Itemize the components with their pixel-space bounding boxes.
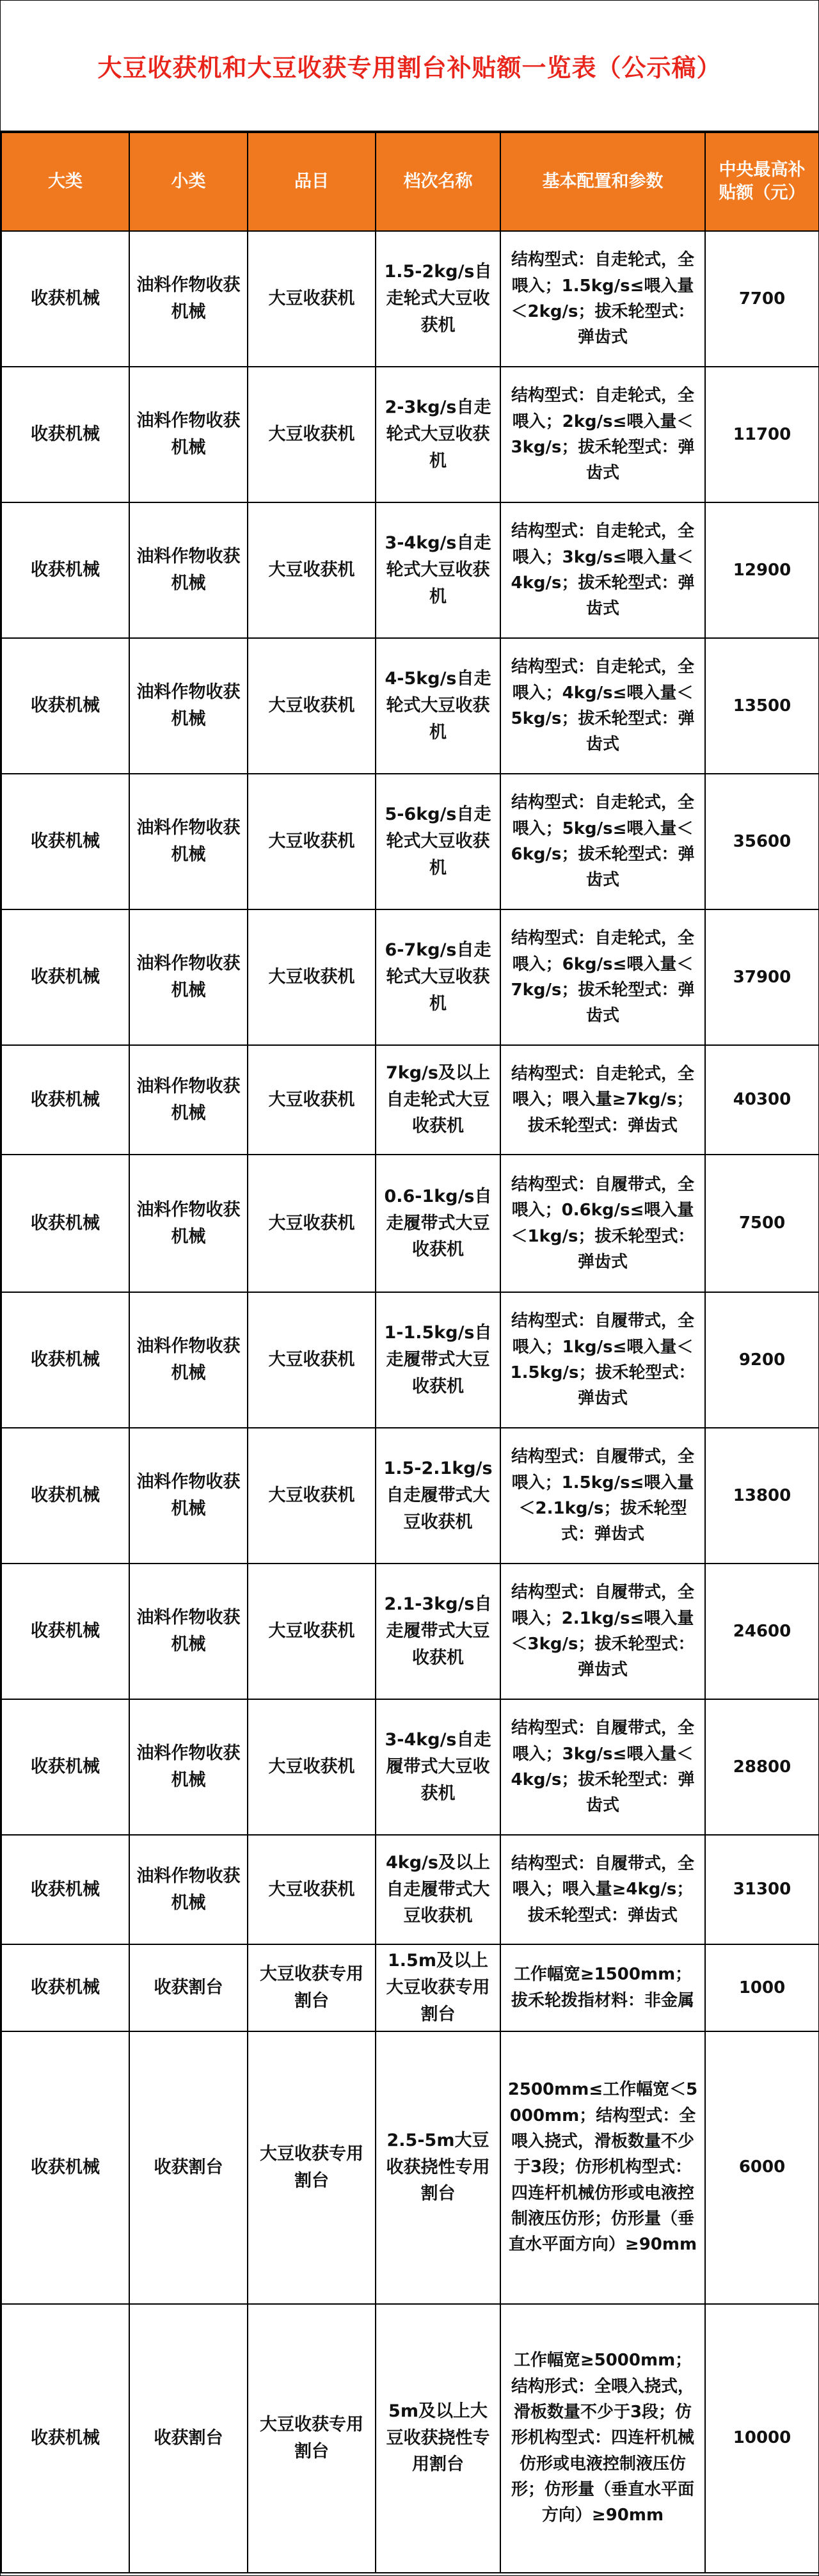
table-row: [1, 909, 819, 1045]
grade-cell: 6-7kg/s自走轮式大豆收获机: [376, 909, 500, 1045]
subsidy-cell: 28800: [705, 1699, 819, 1835]
grade-cell: 2-3kg/s自走轮式大豆收获机: [376, 367, 500, 502]
category-cell: 收获机械: [1, 1564, 129, 1699]
subsidy-cell: 7500: [705, 1155, 819, 1292]
item-cell: 大豆收获机: [248, 1045, 376, 1155]
item-cell: 大豆收获机: [248, 909, 376, 1045]
category-cell: 收获机械: [1, 367, 129, 502]
config-cell: 结构型式：自履带式，全喂入；0.6kg/s≤喂入量＜1kg/s；拔禾轮型式：弹齿式: [500, 1155, 705, 1292]
table-row: [1, 1699, 819, 1835]
grade-cell: 5-6kg/s自走轮式大豆收获机: [376, 774, 500, 909]
config-cell: 结构型式：自走轮式，全喂入；4kg/s≤喂入量＜5kg/s；拔禾轮型式：弹齿式: [500, 638, 705, 774]
category-cell: 收获机械: [1, 1835, 129, 1944]
header-subcategory: 小类: [129, 132, 248, 231]
config-cell: 结构型式：自走轮式，全喂入；5kg/s≤喂入量＜6kg/s；拔禾轮型式：弹齿式: [500, 774, 705, 909]
subcategory-cell: 油料作物收获机械: [129, 1155, 248, 1292]
grade-cell: 2.1-3kg/s自走履带式大豆收获机: [376, 1564, 500, 1699]
grade-cell: 3-4kg/s自走轮式大豆收获机: [376, 502, 500, 638]
item-cell: 大豆收获机: [248, 638, 376, 774]
table-row: [1, 2304, 819, 2573]
item-cell: 大豆收获专用割台: [248, 2031, 376, 2304]
item-cell: 大豆收获专用割台: [248, 1944, 376, 2031]
item-cell: 大豆收获机: [248, 1564, 376, 1699]
table-row: [1, 1944, 819, 2031]
category-cell: 收获机械: [1, 1292, 129, 1428]
table-row: [1, 1835, 819, 1944]
item-cell: 大豆收获机: [248, 502, 376, 638]
subcategory-cell: 油料作物收获机械: [129, 502, 248, 638]
subcategory-cell: 油料作物收获机械: [129, 774, 248, 909]
item-cell: 大豆收获机: [248, 1699, 376, 1835]
grade-cell: 0.6-1kg/s自走履带式大豆收获机: [376, 1155, 500, 1292]
grade-cell: 4kg/s及以上自走履带式大豆收获机: [376, 1835, 500, 1944]
category-cell: 收获机械: [1, 1428, 129, 1564]
table-row: [1, 502, 819, 638]
item-cell: 大豆收获机: [248, 1155, 376, 1292]
subsidy-cell: 6000: [705, 2031, 819, 2304]
config-cell: 结构型式：自走轮式，全喂入；2kg/s≤喂入量＜3kg/s；拔禾轮型式：弹齿式: [500, 367, 705, 502]
table-row: [1, 774, 819, 909]
table-row: [1, 367, 819, 502]
item-cell: 大豆收获机: [248, 1428, 376, 1564]
category-cell: 收获机械: [1, 1699, 129, 1835]
grade-cell: 1.5-2.1kg/s自走履带式大豆收获机: [376, 1428, 500, 1564]
grade-cell: 1.5-2kg/s自走轮式大豆收获机: [376, 231, 500, 367]
table-row: [1, 231, 819, 367]
category-cell: 收获机械: [1, 1944, 129, 2031]
table-row: [1, 1045, 819, 1155]
subsidy-cell: 37900: [705, 909, 819, 1045]
category-cell: 收获机械: [1, 231, 129, 367]
category-cell: 收获机械: [1, 1045, 129, 1155]
grade-cell: 1.5m及以上大豆收获专用割台: [376, 1944, 500, 2031]
subsidy-cell: 31300: [705, 1835, 819, 1944]
category-cell: 收获机械: [1, 502, 129, 638]
subsidy-cell: 13800: [705, 1428, 819, 1564]
grade-cell: 4-5kg/s自走轮式大豆收获机: [376, 638, 500, 774]
table-row: [1, 1564, 819, 1699]
subcategory-cell: 油料作物收获机械: [129, 367, 248, 502]
item-cell: 大豆收获机: [248, 367, 376, 502]
category-cell: 收获机械: [1, 774, 129, 909]
header-subsidy: 中央最高补贴额（元）: [705, 132, 819, 231]
config-cell: 结构型式：自走轮式，全喂入；3kg/s≤喂入量＜4kg/s；拔禾轮型式：弹齿式: [500, 502, 705, 638]
subcategory-cell: 油料作物收获机械: [129, 1045, 248, 1155]
item-cell: 大豆收获专用割台: [248, 2304, 376, 2573]
subcategory-cell: 收获割台: [129, 2031, 248, 2304]
config-cell: 结构型式：自履带式，全喂入；1.5kg/s≤喂入量＜2.1kg/s；拔禾轮型式：弹齿式: [500, 1428, 705, 1564]
subsidy-cell: 24600: [705, 1564, 819, 1699]
item-cell: 大豆收获机: [248, 774, 376, 909]
grade-cell: 5m及以上大豆收获挠性专用割台: [376, 2304, 500, 2573]
subsidy-cell: 7700: [705, 231, 819, 367]
grade-cell: 3-4kg/s自走履带式大豆收获机: [376, 1699, 500, 1835]
subcategory-cell: 油料作物收获机械: [129, 1428, 248, 1564]
table-row: [1, 2031, 819, 2304]
subcategory-cell: 油料作物收获机械: [129, 1835, 248, 1944]
subcategory-cell: 油料作物收获机械: [129, 1699, 248, 1835]
grade-cell: 2.5-5m大豆收获挠性专用割台: [376, 2031, 500, 2304]
config-cell: 结构型式：自履带式，全喂入；3kg/s≤喂入量＜4kg/s；拔禾轮型式：弹齿式: [500, 1699, 705, 1835]
header-category: 大类: [1, 132, 129, 231]
category-cell: 收获机械: [1, 909, 129, 1045]
category-cell: 收获机械: [1, 638, 129, 774]
config-cell: 工作幅宽≥5000mm；结构形式：全喂入挠式，滑板数量不少于3段；仿形机构型式：四连杆机械仿形或电液控制液压仿形；仿形量（垂直水平面方向）≥90mm: [500, 2304, 705, 2573]
subsidy-cell: 35600: [705, 774, 819, 909]
config-cell: 结构型式：自履带式，全喂入；1kg/s≤喂入量＜1.5kg/s；拔禾轮型式：弹齿式: [500, 1292, 705, 1428]
table-row: [1, 638, 819, 774]
subcategory-cell: 收获割台: [129, 1944, 248, 2031]
table-row: [1, 1428, 819, 1564]
subsidy-cell: 1000: [705, 1944, 819, 2031]
category-cell: 收获机械: [1, 2031, 129, 2304]
config-cell: 结构型式：自走轮式，全喂入；6kg/s≤喂入量＜7kg/s；拔禾轮型式：弹齿式: [500, 909, 705, 1045]
subcategory-cell: 油料作物收获机械: [129, 1564, 248, 1699]
category-cell: 收获机械: [1, 1155, 129, 1292]
subcategory-cell: 油料作物收获机械: [129, 638, 248, 774]
subsidy-cell: 40300: [705, 1045, 819, 1155]
grade-cell: 7kg/s及以上自走轮式大豆收获机: [376, 1045, 500, 1155]
config-cell: 结构型式：自走轮式，全喂入；1.5kg/s≤喂入量＜2kg/s；拔禾轮型式：弹齿式: [500, 231, 705, 367]
table-row: [1, 1155, 819, 1292]
item-cell: 大豆收获机: [248, 1292, 376, 1428]
config-cell: 结构型式：自走轮式，全喂入；喂入量≥7kg/s；拔禾轮型式：弹齿式: [500, 1045, 705, 1155]
header-config: 基本配置和参数: [500, 132, 705, 231]
subcategory-cell: 油料作物收获机械: [129, 231, 248, 367]
config-cell: 工作幅宽≥1500mm；拔禾轮拨指材料：非金属: [500, 1944, 705, 2031]
subcategory-cell: 收获割台: [129, 2304, 248, 2573]
subsidy-cell: 12900: [705, 502, 819, 638]
table-header-row: [1, 132, 819, 231]
subsidy-cell: 13500: [705, 638, 819, 774]
page-title: 大豆收获机和大豆收获专用割台补贴额一览表（公示稿）: [1, 1, 818, 132]
subcategory-cell: 油料作物收获机械: [129, 909, 248, 1045]
table-row: [1, 1292, 819, 1428]
header-grade-name: 档次名称: [376, 132, 500, 231]
config-cell: 结构型式：自履带式，全喂入；喂入量≥4kg/s；拔禾轮型式：弹齿式: [500, 1835, 705, 1944]
item-cell: 大豆收获机: [248, 231, 376, 367]
grade-cell: 1-1.5kg/s自走履带式大豆收获机: [376, 1292, 500, 1428]
config-cell: 结构型式：自履带式，全喂入；2.1kg/s≤喂入量＜3kg/s；拔禾轮型式：弹齿式: [500, 1564, 705, 1699]
subsidy-cell: 9200: [705, 1292, 819, 1428]
subsidy-cell: 11700: [705, 367, 819, 502]
subsidy-table: [1, 132, 819, 2573]
config-cell: 2500mm≤工作幅宽＜5000mm；结构型式：全喂入挠式，滑板数量不少于3段；仿形机构型式：四连杆机械仿形或电液控制液压仿形；仿形量（垂直水平面方向）≥90mm: [500, 2031, 705, 2304]
subsidy-cell: 10000: [705, 2304, 819, 2573]
item-cell: 大豆收获机: [248, 1835, 376, 1944]
subcategory-cell: 油料作物收获机械: [129, 1292, 248, 1428]
header-item: 品目: [248, 132, 376, 231]
category-cell: 收获机械: [1, 2304, 129, 2573]
